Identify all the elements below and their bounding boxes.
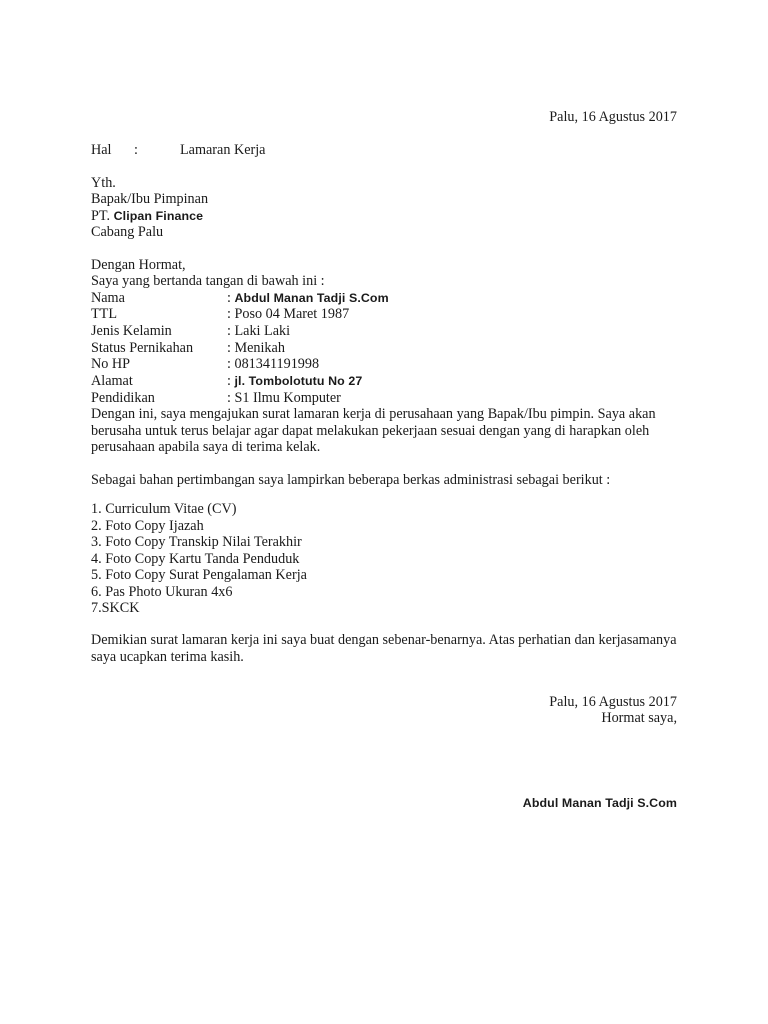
identity-row (0, 373, 768, 390)
body-line: berusaha untuk terus belajar agar dapat melakukan pekerjaan sesuai dengan yang di harapkan oleh (91, 422, 650, 439)
company-name: Clipan Finance (113, 209, 204, 223)
identity-value: : Poso 04 Maret 1987 (227, 306, 350, 322)
identity-value: : Menikah (227, 340, 285, 356)
signature-date: Palu, 16 Agustus 2017 (549, 694, 677, 710)
greeting: Dengan Hormat, (91, 257, 186, 273)
subject-line (0, 142, 768, 159)
recipient-branch: Cabang Palu (91, 224, 164, 240)
identity-row (0, 340, 768, 357)
recipient-company (91, 208, 203, 225)
list-item: 6. Pas Photo Ukuran 4x6 (91, 583, 233, 600)
identity-label: Status Pernikahan (91, 340, 194, 356)
identity-label: Pendidikan (91, 390, 155, 406)
identity-value (227, 373, 362, 390)
identity-value: : 081341191998 (227, 356, 320, 372)
identity-label: No HP (91, 356, 131, 372)
identity-colon: : (227, 290, 235, 306)
body-line: perusahaan apabila saya di terima kelak. (91, 439, 321, 455)
identity-row (0, 290, 768, 307)
identity-colon: : (227, 373, 235, 389)
recipient-yth: Yth. (91, 175, 116, 191)
identity-value (227, 290, 389, 307)
identity-value: : Laki Laki (227, 323, 291, 339)
identity-label: Jenis Kelamin (91, 323, 172, 339)
list-item: 3. Foto Copy Transkip Nilai Terakhir (91, 534, 302, 550)
closing-paragraph (91, 632, 691, 665)
closing-line: Demikian surat lamaran kerja ini saya buat dengan sebenar-benarnya. Atas perhatian dan kerjasamanya (91, 632, 677, 648)
intro-line: Saya yang bertanda tangan di bawah ini : (91, 273, 325, 289)
list-item: 2. Foto Copy Ijazah (91, 517, 204, 534)
identity-row (0, 323, 768, 340)
attachments-list (91, 501, 307, 617)
list-item: 4. Foto Copy Kartu Tanda Penduduk (91, 550, 300, 567)
body-paragraph (91, 406, 691, 456)
identity-label: Alamat (91, 373, 133, 389)
subject-label: Hal (91, 142, 112, 158)
subject-value: Lamaran Kerja (180, 142, 266, 158)
signature-regards: Hormat saya, (601, 710, 677, 726)
closing-line: saya ucapkan terima kasih. (91, 648, 244, 665)
list-item: 5. Foto Copy Surat Pengalaman Kerja (91, 567, 307, 583)
company-prefix: PT. (91, 208, 111, 224)
list-item: 7.SKCK (91, 600, 140, 616)
identity-row (0, 390, 768, 407)
identity-label: TTL (91, 306, 117, 322)
identity-value-bold: jl. Tombolotutu No 27 (234, 374, 363, 388)
signature-name: Abdul Manan Tadji S.Com (522, 796, 677, 810)
header-date: Palu, 16 Agustus 2017 (549, 109, 677, 125)
identity-row (0, 356, 768, 373)
identity-value: : S1 Ilmu Komputer (227, 390, 341, 406)
recipient-title: Bapak/Ibu Pimpinan (91, 191, 209, 207)
identity-row (0, 306, 768, 323)
list-item: 1. Curriculum Vitae (CV) (91, 501, 237, 517)
body-line: Dengan ini, saya mengajukan surat lamaran kerja di perusahaan yang Bapak/Ibu pimpin. Saya akan (91, 406, 656, 422)
attachments-intro: Sebagai bahan pertimbangan saya lampirkan beberapa berkas administrasi sebagai berikut : (91, 472, 611, 488)
subject-colon: : (134, 142, 138, 158)
identity-value-bold: Abdul Manan Tadji S.Com (234, 291, 389, 305)
identity-label: Nama (91, 290, 125, 306)
